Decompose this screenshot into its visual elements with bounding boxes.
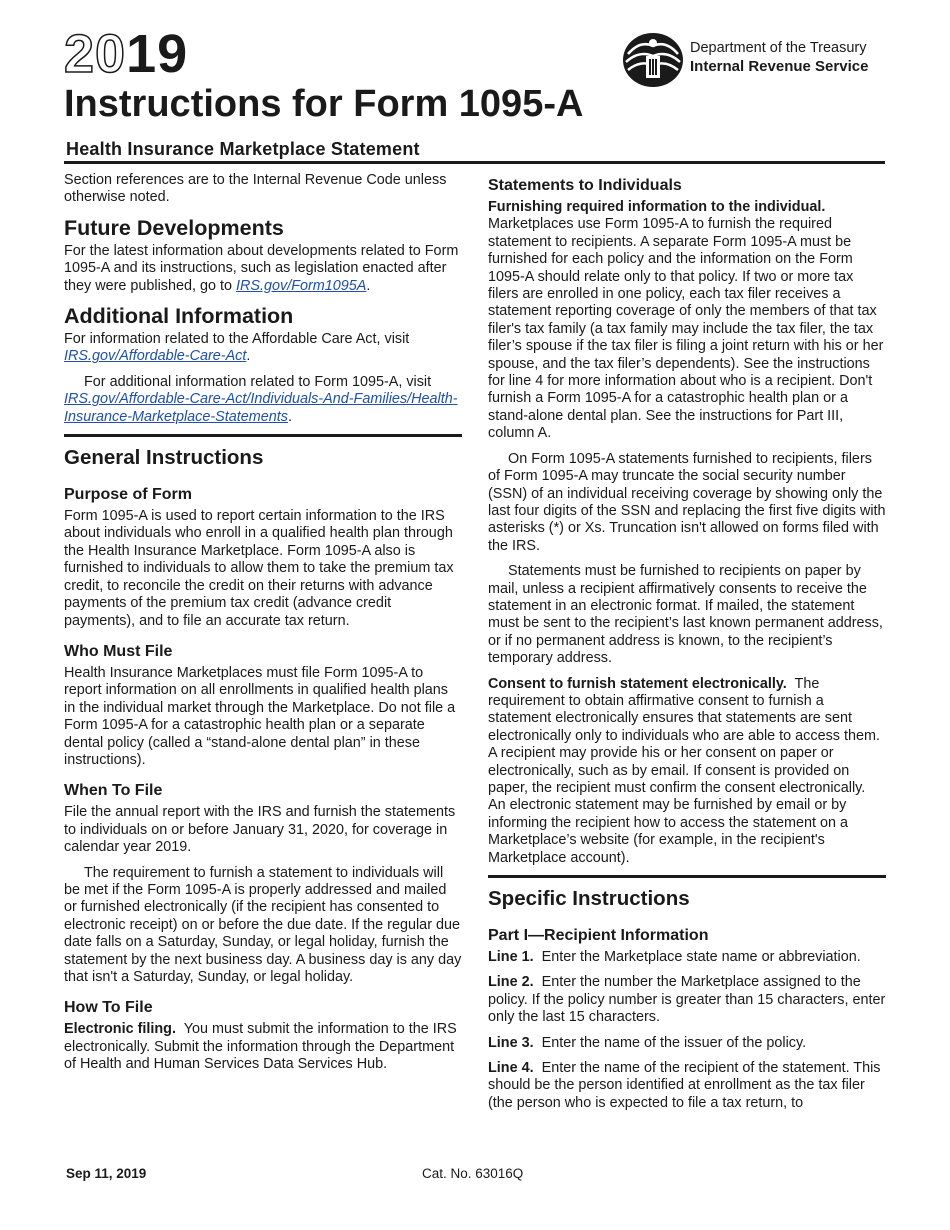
agency-service: Internal Revenue Service	[690, 58, 869, 75]
who-must-file-heading: Who Must File	[64, 642, 173, 660]
line-text: Enter the name of the issuer of the policy.	[541, 1034, 807, 1051]
purpose-of-form-text: Form 1095-A is used to report certain information to the IRS about individuals who enroll in a qualified health plan through the Health Insurance Marketplace. Form 1095-A also is furnished to individuals to allow them to take the premium tax credit, to reconcile the credit on their returns with advance payments of the premium tax credit (advance credit payments), and to file an accurate tax return.	[64, 508, 454, 629]
specific-instructions-heading: Specific Instructions	[488, 887, 690, 911]
additional-info-text-2: For additional information related to Form 1095-A, visit IRS.gov/Affordable-Care-Act/Individuals-And-Families/Health-Insurance-Marketplace-Statements.	[64, 373, 458, 425]
page-title: Instructions for Form 1095-A	[64, 83, 584, 125]
agency-department: Department of the Treasury	[690, 40, 867, 56]
how-to-file-text	[64, 1021, 462, 1073]
additional-information-heading: Additional Information	[64, 304, 294, 329]
when-to-file-text-2: The requirement to furnish a statement to individuals will be met if the Form 1095-A is properly addressed and mailed or furnished electronically (if the recipient has consented to electronic receipt) on or before the due date. If the regular due date falls on a Saturday, Sunday, or legal holiday, furnish the statement by the next business day. A business day is any day that isn't a Saturday, Sunday, or legal holiday.	[64, 864, 462, 985]
electronic-filing-lead: Electronic filing.	[64, 1021, 176, 1038]
future-developments-link[interactable]: IRS.gov/Form1095A	[236, 277, 367, 294]
header-rule	[64, 161, 885, 164]
section-rule	[64, 434, 462, 437]
who-must-file-text: Health Insurance Marketplaces must file Form 1095-A to report information on all enrollments in qualified health plans in the individual market through the Marketplace. Do not file a Form 1095-A for a catastrophic health plan or a separate dental policy (called a “stand-alone dental plan” in these instructions).	[64, 664, 456, 768]
form-year	[64, 26, 188, 82]
how-to-file-heading: How To File	[64, 999, 153, 1017]
intro-text: Section references are to the Internal Revenue Code unless otherwise noted.	[64, 172, 447, 206]
consent-lead: Consent to furnish statement electronically.	[488, 675, 787, 692]
line-label: Line 1.	[488, 949, 534, 966]
additional-info-text-1: For information related to the Affordable Care Act, visit IRS.gov/Affordable-Care-Act.	[64, 331, 410, 365]
line-item	[488, 949, 886, 966]
line-text: Enter the Marketplace state name or abbreviation.	[541, 949, 861, 966]
irs-eagle-logo-icon	[622, 32, 684, 88]
additional-p1-body: For information related to the Affordable Care Act, visit	[64, 331, 410, 348]
furnishing-body: Marketplaces use Form 1095-A to furnish the required statement to recipients. A separate Form 1095-A must be furnished for each policy and the information on the Form 1095-A should relate only to that policy. If two or more tax filers are enrolled in one policy, each tax filer receives a statement reporting coverage of only the members of that tax filer's tax family (a tax family may include the tax filer, the tax filer’s spouse if the tax filer is filing a joint return with his or her spouse, and the tax filer’s dependents). See the instructions for line 4 for more information about who is a recipient. Don't furnish a Form 1095-A for a catastrophic health plan or a stand-alone dental plan. See the instructions for Part III, column A.	[488, 216, 884, 442]
catalog-number: Cat. No. 63016Q	[422, 1166, 524, 1181]
agency-block	[622, 32, 892, 88]
truncation-text: On Form 1095-A statements furnished to recipients, filers of Form 1095-A may truncate the social security number (SSN) of an individual receiving coverage by showing only the last four digits of the SSN and replacing the first five digits with asterisks (*) or Xs. Truncation isn't allowed on forms filed with the IRS.	[488, 450, 886, 554]
future-developments-heading: Future Developments	[64, 215, 284, 240]
aca-link[interactable]: IRS.gov/Affordable-Care-Act	[64, 348, 247, 365]
consent-body: The requirement to obtain affirmative consent to furnish a statement electronically ensures that statements are sent electronically only to individuals who are able to access them. A recipient may provide his or her consent on paper or electronically, such as by email. If consent is provided on paper, the recipient must confirm the consent electronically. An electronic statement may be furnished by email or by informing the recipient how to access the statement on a Marketplace’s website (for example, in the recipient's Marketplace account).	[488, 675, 880, 866]
line-text: Enter the number the Marketplace assigned to the policy. If the policy number is greater than 15 characters, enter only the last 15 characters.	[488, 974, 886, 1026]
marketplace-statements-link[interactable]: IRS.gov/Affordable-Care-Act/Individuals-And-Families/Health-Insurance-Marketplace-Statements	[64, 391, 458, 425]
line-label: Line 2.	[488, 974, 534, 991]
year-outline: 20	[64, 24, 127, 84]
future-developments-text: For the latest information about developments related to Form 1095-A and its instructions, such as legislation enacted after they were published, go to IRS.gov/Form1095A.	[64, 242, 459, 294]
consent-text	[488, 676, 886, 867]
right-column	[488, 172, 886, 1120]
when-to-file-heading: When To File	[64, 782, 163, 800]
additional-p2-body: For additional information related to Form 1095-A, visit	[84, 373, 432, 390]
page-subtitle: Health Insurance Marketplace Statement	[66, 139, 420, 159]
left-column	[64, 172, 462, 1082]
line-label: Line 3.	[488, 1034, 534, 1051]
line-item	[488, 1035, 886, 1052]
year-solid: 19	[126, 24, 189, 84]
part-1-heading: Part I—Recipient Information	[488, 927, 709, 945]
line-text: Enter the name of the recipient of the statement. This should be the person identified at enrollment as the tax filer (the person who is expected to file a tax return, to	[488, 1060, 881, 1111]
electronic-filing-body: You must submit the information to the IRS electronically. Submit the information through the Department of Health and Human Services Data Services Hub.	[64, 1021, 457, 1073]
revision-date: Sep 11, 2019	[66, 1166, 147, 1181]
general-instructions-heading: General Instructions	[64, 446, 264, 470]
statements-to-individuals-heading: Statements to Individuals	[488, 177, 682, 194]
furnishing-lead: Furnishing required information to the individual.	[488, 199, 826, 215]
when-to-file-text-1: File the annual report with the IRS and furnish the statements to individuals on or before January 31, 2020, for coverage in calendar year 2019.	[64, 804, 456, 856]
line-item	[488, 974, 886, 1026]
line-label: Line 4.	[488, 1060, 534, 1077]
paper-statement-text: Statements must be furnished to recipients on paper by mail, unless a recipient affirmatively consents to receive the statement in an electronic format. If mailed, the statement must be sent to the recipient’s last known permanent address, or if no permanent address is known, to the recipient’s temporary address.	[488, 563, 883, 667]
furnishing-text	[488, 199, 886, 443]
line-item	[488, 1060, 886, 1112]
section-rule	[488, 875, 886, 878]
future-text-body: For the latest information about developments related to Form 1095-A and its instructions, such as legislation enacted after they were published, go to	[64, 242, 459, 294]
purpose-of-form-heading: Purpose of Form	[64, 486, 193, 504]
